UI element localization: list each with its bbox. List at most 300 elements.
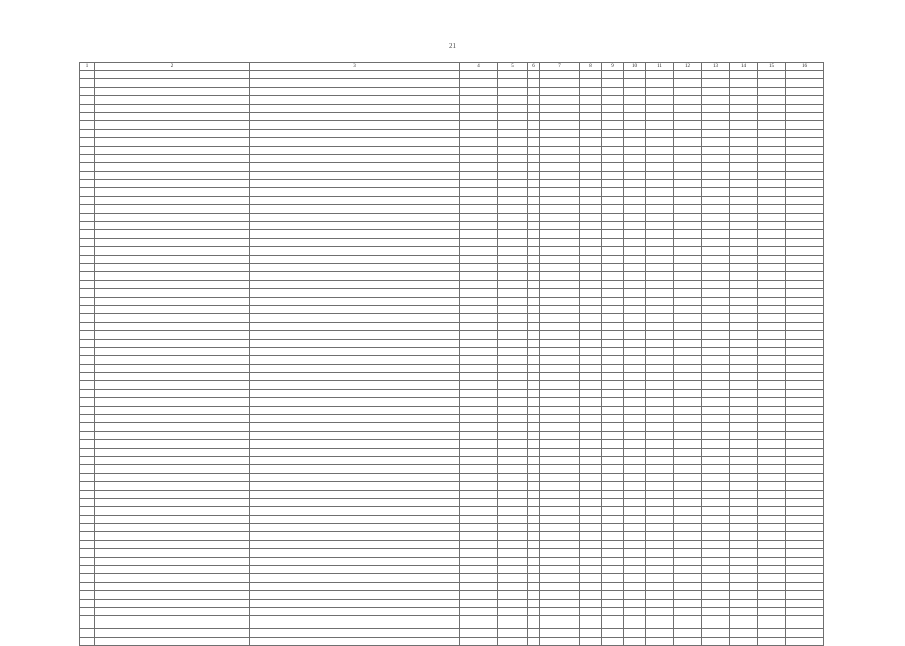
cell-col-15 bbox=[758, 339, 786, 347]
cell-work-type bbox=[250, 112, 460, 120]
cell-work-type bbox=[250, 373, 460, 381]
cell-value bbox=[498, 515, 528, 523]
cell-col-11 bbox=[646, 616, 674, 629]
cell-year-b bbox=[602, 180, 624, 188]
cell-year-a bbox=[580, 255, 602, 263]
cell-value bbox=[498, 608, 528, 616]
cell-year-c bbox=[624, 498, 646, 506]
cell-qty bbox=[528, 171, 540, 179]
cell-material bbox=[540, 440, 580, 448]
cell-address bbox=[95, 389, 250, 397]
cell-year-c bbox=[624, 465, 646, 473]
cell-col-11 bbox=[646, 322, 674, 330]
cell-material bbox=[540, 188, 580, 196]
cell-address bbox=[95, 490, 250, 498]
cell-col-11 bbox=[646, 566, 674, 574]
cell-col-13 bbox=[702, 389, 730, 397]
cell-col-13 bbox=[702, 524, 730, 532]
cell-material bbox=[540, 515, 580, 523]
table-row bbox=[80, 180, 824, 188]
cell-material bbox=[540, 608, 580, 616]
cell-qty bbox=[528, 549, 540, 557]
cell-work-type bbox=[250, 171, 460, 179]
cell-col-11 bbox=[646, 557, 674, 565]
cell-year-c bbox=[624, 163, 646, 171]
cell-col-16 bbox=[786, 507, 824, 515]
cell-row-no bbox=[80, 406, 95, 414]
cell-col-15 bbox=[758, 515, 786, 523]
cell-col-14 bbox=[730, 540, 758, 548]
cell-qty bbox=[528, 71, 540, 79]
cell-qty bbox=[528, 532, 540, 540]
cell-col-14 bbox=[730, 574, 758, 582]
cell-year-c bbox=[624, 222, 646, 230]
cell-period bbox=[460, 465, 498, 473]
cell-col-13 bbox=[702, 297, 730, 305]
cell-col-15 bbox=[758, 599, 786, 607]
cell-value bbox=[498, 138, 528, 146]
cell-material bbox=[540, 524, 580, 532]
cell-year-a bbox=[580, 331, 602, 339]
cell-address bbox=[95, 566, 250, 574]
cell-col-12 bbox=[674, 415, 702, 423]
cell-work-type bbox=[250, 398, 460, 406]
cell-col-15 bbox=[758, 507, 786, 515]
cell-col-14 bbox=[730, 138, 758, 146]
cell-row-no bbox=[80, 96, 95, 104]
cell-material bbox=[540, 263, 580, 271]
cell-year-a bbox=[580, 272, 602, 280]
table-row bbox=[80, 637, 824, 645]
cell-col-15 bbox=[758, 289, 786, 297]
cell-col-15 bbox=[758, 456, 786, 464]
cell-work-type bbox=[250, 314, 460, 322]
cell-col-12 bbox=[674, 171, 702, 179]
cell-value bbox=[498, 599, 528, 607]
cell-qty bbox=[528, 599, 540, 607]
cell-year-a bbox=[580, 263, 602, 271]
cell-year-a bbox=[580, 196, 602, 204]
cell-col-14 bbox=[730, 381, 758, 389]
cell-period bbox=[460, 280, 498, 288]
cell-col-11 bbox=[646, 423, 674, 431]
cell-year-a bbox=[580, 490, 602, 498]
cell-col-12 bbox=[674, 331, 702, 339]
table-row bbox=[80, 440, 824, 448]
cell-year-c bbox=[624, 557, 646, 565]
cell-col-12 bbox=[674, 180, 702, 188]
cell-material bbox=[540, 557, 580, 565]
cell-col-15 bbox=[758, 637, 786, 645]
cell-row-no bbox=[80, 196, 95, 204]
cell-col-14 bbox=[730, 305, 758, 313]
table-row bbox=[80, 347, 824, 355]
table-row bbox=[80, 289, 824, 297]
cell-col-15 bbox=[758, 222, 786, 230]
column-number-10: 10 bbox=[624, 63, 646, 71]
cell-col-11 bbox=[646, 364, 674, 372]
cell-period bbox=[460, 574, 498, 582]
cell-year-c bbox=[624, 406, 646, 414]
cell-col-11 bbox=[646, 515, 674, 523]
cell-col-14 bbox=[730, 616, 758, 629]
cell-period bbox=[460, 347, 498, 355]
cell-col-15 bbox=[758, 154, 786, 162]
cell-col-12 bbox=[674, 205, 702, 213]
cell-value bbox=[498, 314, 528, 322]
cell-value bbox=[498, 482, 528, 490]
cell-work-type bbox=[250, 473, 460, 481]
table-row bbox=[80, 171, 824, 179]
table-row bbox=[80, 507, 824, 515]
cell-year-a bbox=[580, 339, 602, 347]
cell-row-no bbox=[80, 473, 95, 481]
cell-material bbox=[540, 146, 580, 154]
cell-col-12 bbox=[674, 347, 702, 355]
cell-col-14 bbox=[730, 121, 758, 129]
cell-col-16 bbox=[786, 423, 824, 431]
cell-col-12 bbox=[674, 222, 702, 230]
cell-col-12 bbox=[674, 465, 702, 473]
cell-qty bbox=[528, 473, 540, 481]
table-row bbox=[80, 431, 824, 439]
cell-col-15 bbox=[758, 188, 786, 196]
cell-col-11 bbox=[646, 331, 674, 339]
cell-col-11 bbox=[646, 272, 674, 280]
cell-qty bbox=[528, 406, 540, 414]
cell-material bbox=[540, 490, 580, 498]
cell-material bbox=[540, 540, 580, 548]
cell-col-12 bbox=[674, 616, 702, 629]
cell-year-c bbox=[624, 599, 646, 607]
cell-material bbox=[540, 96, 580, 104]
cell-year-b bbox=[602, 247, 624, 255]
cell-work-type bbox=[250, 540, 460, 548]
cell-year-b bbox=[602, 112, 624, 120]
cell-col-13 bbox=[702, 196, 730, 204]
cell-address bbox=[95, 507, 250, 515]
cell-year-c bbox=[624, 238, 646, 246]
cell-value bbox=[498, 406, 528, 414]
cell-year-c bbox=[624, 129, 646, 137]
column-number-15: 15 bbox=[758, 63, 786, 71]
cell-qty bbox=[528, 540, 540, 548]
cell-material bbox=[540, 247, 580, 255]
cell-year-b bbox=[602, 196, 624, 204]
table-row bbox=[80, 121, 824, 129]
cell-material bbox=[540, 574, 580, 582]
cell-value bbox=[498, 79, 528, 87]
cell-year-c bbox=[624, 637, 646, 645]
cell-row-no bbox=[80, 637, 95, 645]
cell-period bbox=[460, 255, 498, 263]
cell-col-16 bbox=[786, 637, 824, 645]
cell-col-12 bbox=[674, 79, 702, 87]
cell-year-c bbox=[624, 96, 646, 104]
cell-period bbox=[460, 389, 498, 397]
cell-qty bbox=[528, 347, 540, 355]
table-row bbox=[80, 71, 824, 79]
cell-col-16 bbox=[786, 255, 824, 263]
cell-col-13 bbox=[702, 247, 730, 255]
cell-value bbox=[498, 255, 528, 263]
cell-year-a bbox=[580, 205, 602, 213]
cell-col-11 bbox=[646, 213, 674, 221]
cell-col-12 bbox=[674, 272, 702, 280]
cell-year-c bbox=[624, 289, 646, 297]
table-row bbox=[80, 415, 824, 423]
cell-period bbox=[460, 180, 498, 188]
cell-address bbox=[95, 213, 250, 221]
cell-col-12 bbox=[674, 112, 702, 120]
cell-row-no bbox=[80, 121, 95, 129]
cell-value bbox=[498, 347, 528, 355]
cell-qty bbox=[528, 255, 540, 263]
cell-year-a bbox=[580, 314, 602, 322]
cell-address bbox=[95, 515, 250, 523]
cell-year-b bbox=[602, 381, 624, 389]
cell-year-b bbox=[602, 456, 624, 464]
cell-year-c bbox=[624, 490, 646, 498]
cell-value bbox=[498, 322, 528, 330]
cell-year-a bbox=[580, 566, 602, 574]
cell-year-c bbox=[624, 540, 646, 548]
cell-col-16 bbox=[786, 431, 824, 439]
cell-material bbox=[540, 637, 580, 645]
cell-year-a bbox=[580, 356, 602, 364]
cell-year-b bbox=[602, 591, 624, 599]
table-row bbox=[80, 532, 824, 540]
cell-col-13 bbox=[702, 398, 730, 406]
table-row bbox=[80, 138, 824, 146]
cell-year-c bbox=[624, 373, 646, 381]
cell-year-c bbox=[624, 104, 646, 112]
cell-col-13 bbox=[702, 540, 730, 548]
cell-address bbox=[95, 440, 250, 448]
cell-year-c bbox=[624, 79, 646, 87]
cell-work-type bbox=[250, 574, 460, 582]
cell-year-a bbox=[580, 71, 602, 79]
cell-year-b bbox=[602, 431, 624, 439]
cell-material bbox=[540, 305, 580, 313]
cell-col-13 bbox=[702, 222, 730, 230]
cell-col-13 bbox=[702, 616, 730, 629]
cell-value bbox=[498, 582, 528, 590]
cell-value bbox=[498, 532, 528, 540]
cell-material bbox=[540, 297, 580, 305]
cell-col-14 bbox=[730, 171, 758, 179]
cell-period bbox=[460, 213, 498, 221]
cell-col-14 bbox=[730, 482, 758, 490]
cell-col-11 bbox=[646, 582, 674, 590]
cell-col-12 bbox=[674, 406, 702, 414]
cell-year-b bbox=[602, 272, 624, 280]
cell-col-12 bbox=[674, 280, 702, 288]
cell-work-type bbox=[250, 297, 460, 305]
cell-col-14 bbox=[730, 473, 758, 481]
cell-period bbox=[460, 540, 498, 548]
cell-col-12 bbox=[674, 121, 702, 129]
cell-year-b bbox=[602, 255, 624, 263]
cell-material bbox=[540, 347, 580, 355]
cell-col-11 bbox=[646, 71, 674, 79]
cell-year-b bbox=[602, 171, 624, 179]
cell-col-12 bbox=[674, 238, 702, 246]
cell-value bbox=[498, 339, 528, 347]
cell-col-15 bbox=[758, 314, 786, 322]
cell-col-11 bbox=[646, 498, 674, 506]
cell-col-16 bbox=[786, 339, 824, 347]
cell-period bbox=[460, 146, 498, 154]
cell-year-a bbox=[580, 280, 602, 288]
cell-row-no bbox=[80, 289, 95, 297]
cell-col-14 bbox=[730, 591, 758, 599]
cell-address bbox=[95, 79, 250, 87]
table-row bbox=[80, 448, 824, 456]
cell-material bbox=[540, 71, 580, 79]
cell-qty bbox=[528, 339, 540, 347]
cell-work-type bbox=[250, 608, 460, 616]
cell-col-15 bbox=[758, 180, 786, 188]
cell-col-15 bbox=[758, 465, 786, 473]
cell-col-16 bbox=[786, 331, 824, 339]
cell-value bbox=[498, 498, 528, 506]
cell-year-a bbox=[580, 146, 602, 154]
cell-row-no bbox=[80, 574, 95, 582]
cell-row-no bbox=[80, 180, 95, 188]
cell-work-type bbox=[250, 339, 460, 347]
cell-year-b bbox=[602, 629, 624, 637]
column-number-11: 11 bbox=[646, 63, 674, 71]
cell-row-no bbox=[80, 230, 95, 238]
cell-col-13 bbox=[702, 448, 730, 456]
cell-value bbox=[498, 222, 528, 230]
cell-col-12 bbox=[674, 482, 702, 490]
cell-col-13 bbox=[702, 163, 730, 171]
cell-material bbox=[540, 104, 580, 112]
cell-row-no bbox=[80, 297, 95, 305]
cell-col-15 bbox=[758, 205, 786, 213]
cell-value bbox=[498, 188, 528, 196]
cell-value bbox=[498, 205, 528, 213]
cell-work-type bbox=[250, 456, 460, 464]
cell-col-13 bbox=[702, 490, 730, 498]
cell-year-c bbox=[624, 171, 646, 179]
cell-year-b bbox=[602, 138, 624, 146]
cell-year-c bbox=[624, 205, 646, 213]
cell-col-13 bbox=[702, 331, 730, 339]
cell-col-13 bbox=[702, 373, 730, 381]
cell-value bbox=[498, 247, 528, 255]
cell-row-no bbox=[80, 456, 95, 464]
cell-year-b bbox=[602, 163, 624, 171]
cell-material bbox=[540, 406, 580, 414]
cell-address bbox=[95, 272, 250, 280]
cell-year-b bbox=[602, 71, 624, 79]
cell-year-a bbox=[580, 154, 602, 162]
cell-row-no bbox=[80, 549, 95, 557]
cell-value bbox=[498, 373, 528, 381]
cell-row-no bbox=[80, 314, 95, 322]
cell-col-14 bbox=[730, 314, 758, 322]
cell-value bbox=[498, 381, 528, 389]
cell-col-13 bbox=[702, 608, 730, 616]
cell-col-13 bbox=[702, 440, 730, 448]
cell-col-14 bbox=[730, 532, 758, 540]
cell-col-11 bbox=[646, 129, 674, 137]
cell-row-no bbox=[80, 540, 95, 548]
cell-col-15 bbox=[758, 171, 786, 179]
cell-year-b bbox=[602, 524, 624, 532]
cell-col-12 bbox=[674, 582, 702, 590]
table-row bbox=[80, 238, 824, 246]
cell-row-no bbox=[80, 482, 95, 490]
cell-col-11 bbox=[646, 629, 674, 637]
cell-period bbox=[460, 71, 498, 79]
table-row bbox=[80, 154, 824, 162]
cell-year-c bbox=[624, 188, 646, 196]
cell-col-13 bbox=[702, 456, 730, 464]
cell-col-14 bbox=[730, 87, 758, 95]
cell-work-type bbox=[250, 138, 460, 146]
cell-qty bbox=[528, 566, 540, 574]
cell-row-no bbox=[80, 381, 95, 389]
cell-year-a bbox=[580, 557, 602, 565]
cell-row-no bbox=[80, 171, 95, 179]
cell-col-13 bbox=[702, 381, 730, 389]
cell-address bbox=[95, 629, 250, 637]
cell-address bbox=[95, 339, 250, 347]
table-row bbox=[80, 79, 824, 87]
cell-year-a bbox=[580, 498, 602, 506]
cell-address bbox=[95, 549, 250, 557]
cell-work-type bbox=[250, 305, 460, 313]
cell-value bbox=[498, 465, 528, 473]
table-row bbox=[80, 515, 824, 523]
cell-col-15 bbox=[758, 87, 786, 95]
cell-year-c bbox=[624, 180, 646, 188]
cell-material bbox=[540, 498, 580, 506]
cell-period bbox=[460, 305, 498, 313]
cell-qty bbox=[528, 112, 540, 120]
cell-col-16 bbox=[786, 205, 824, 213]
cell-year-a bbox=[580, 87, 602, 95]
cell-col-16 bbox=[786, 465, 824, 473]
cell-row-no bbox=[80, 465, 95, 473]
cell-address bbox=[95, 398, 250, 406]
cell-col-15 bbox=[758, 356, 786, 364]
cell-material bbox=[540, 599, 580, 607]
cell-period bbox=[460, 557, 498, 565]
cell-col-15 bbox=[758, 373, 786, 381]
cell-col-13 bbox=[702, 154, 730, 162]
cell-col-11 bbox=[646, 389, 674, 397]
cell-work-type bbox=[250, 322, 460, 330]
cell-col-12 bbox=[674, 364, 702, 372]
cell-col-16 bbox=[786, 629, 824, 637]
column-number-14: 14 bbox=[730, 63, 758, 71]
table-row bbox=[80, 423, 824, 431]
cell-col-12 bbox=[674, 456, 702, 464]
cell-col-14 bbox=[730, 389, 758, 397]
cell-col-16 bbox=[786, 524, 824, 532]
cell-col-16 bbox=[786, 456, 824, 464]
cell-col-16 bbox=[786, 540, 824, 548]
cell-material bbox=[540, 205, 580, 213]
cell-col-13 bbox=[702, 322, 730, 330]
table-row bbox=[80, 582, 824, 590]
cell-address bbox=[95, 180, 250, 188]
